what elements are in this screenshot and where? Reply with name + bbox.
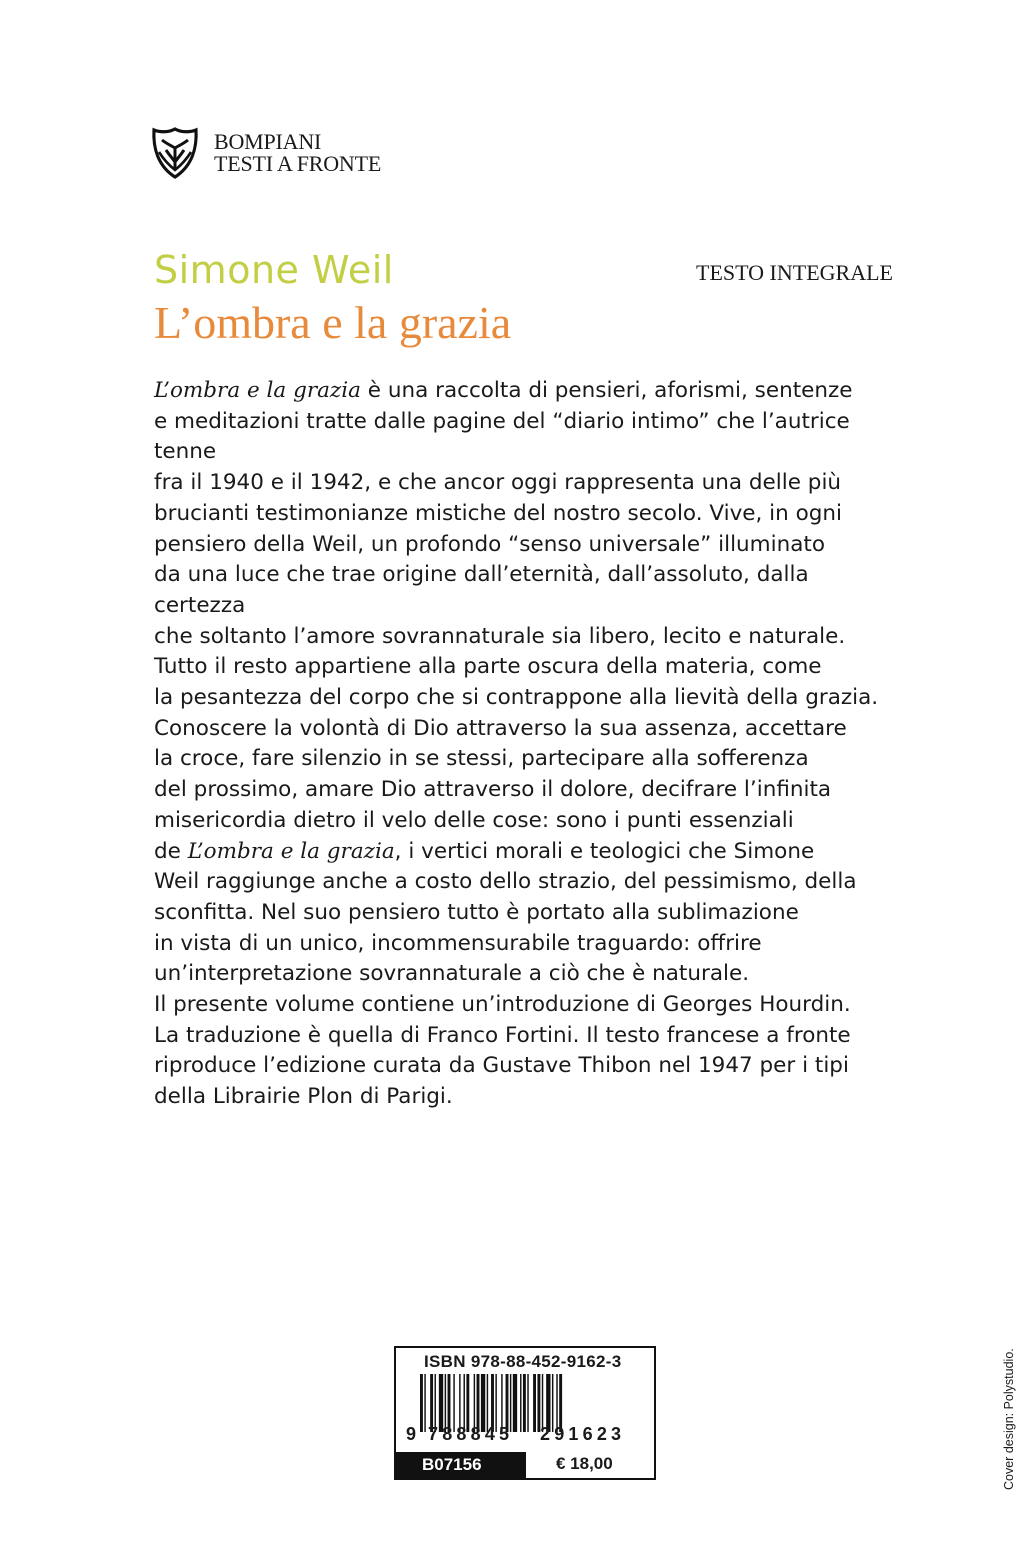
- blurb-segment: del prossimo, amare Dio attraverso il dolore, decifrare l’infinita: [154, 777, 832, 803]
- blurb-line: [154, 468, 900, 499]
- blurb-line: [154, 622, 900, 653]
- blurb-segment: de: [154, 838, 188, 864]
- blurb-line: [154, 744, 900, 775]
- blurb-line: [154, 1021, 900, 1052]
- blurb-segment: fra il 1940 e il 1942, e che ancor oggi rappresenta una delle più: [154, 470, 842, 496]
- blurb-segment: pensiero della Weil, un profondo “senso universale” illuminato: [154, 531, 825, 557]
- blurb-segment: L’ombra e la grazia: [187, 838, 395, 864]
- blurb-segment: Tutto il resto appartiene alla parte oscura della materia, come: [154, 654, 822, 680]
- blurb-segment: Il presente volume contiene un’introduzione di Georges Hourdin.: [154, 992, 851, 1018]
- blurb-segment: brucianti testimonianze mistiche del nostro secolo. Vive, in ogni: [154, 500, 843, 526]
- blurb-line: [154, 1051, 900, 1082]
- blurb-line: [154, 959, 900, 990]
- blurb-line: [154, 376, 900, 407]
- blurb-line: [154, 530, 900, 561]
- cover-design-credit: Cover design: Polystudio.: [1002, 1348, 1016, 1490]
- book-title: L’ombra e la grazia: [154, 297, 512, 348]
- publisher-name: [214, 131, 381, 175]
- publisher-logo: [150, 126, 381, 180]
- blurb-line: [154, 407, 900, 468]
- author-name: Simone Weil: [154, 248, 394, 292]
- blurb-segment: da una luce che trae origine dall’eternità, dall’assoluto, dalla certezza: [154, 562, 809, 618]
- blurb-segment: riproduce l’edizione curata da Gustave Thibon nel 1947 per i tipi: [154, 1053, 849, 1079]
- blurb-segment: e meditazioni tratte dalle pagine del “diario intimo” che l’autrice tenne: [154, 408, 850, 465]
- publisher-line-1: BOMPIANI: [214, 129, 322, 154]
- blurb-line: [154, 806, 900, 837]
- product-code: B07156: [396, 1452, 524, 1478]
- barcode-digit-first: 9: [406, 1424, 417, 1444]
- blurb-line: [154, 683, 900, 714]
- blurb-segment: che soltanto l’amore sovrannaturale sia libero, lecito e naturale.: [154, 623, 846, 649]
- blurb-segment: sconfitta. Nel suo pensiero tutto è portato alla sublimazione: [154, 899, 799, 925]
- blurb-segment: in vista di un unico, incommensurabile traguardo: offrire: [154, 930, 762, 956]
- blurb-segment: la croce, fare silenzio in se stessi, partecipare alla sofferenza: [154, 746, 809, 772]
- blurb-segment: L’ombra e la grazia: [154, 378, 361, 403]
- blurb-segment: Conoscere la volontà di Dio attraverso la sua assenza, accettare: [154, 715, 847, 741]
- barcode-digits-left: 788845: [428, 1424, 514, 1444]
- barcode-digits-right: 291623: [540, 1424, 626, 1444]
- blurb-text: [154, 376, 900, 1113]
- isbn-number: ISBN 978-88-452-9162-3: [424, 1352, 622, 1371]
- price: € 18,00: [524, 1452, 654, 1478]
- blurb-line: [154, 837, 900, 868]
- publisher-line-2: TESTI A FRONTE: [214, 151, 382, 176]
- barcode-digits: [406, 1424, 646, 1445]
- blurb-line: [154, 714, 900, 745]
- blurb-line: [154, 867, 900, 898]
- edition-note: TESTO INTEGRALE: [696, 260, 893, 285]
- blurb-segment: misericordia dietro il velo delle cose: sono i punti essenziali: [154, 807, 794, 833]
- bompiani-shield-icon: [150, 126, 200, 180]
- blurb-line: [154, 560, 900, 621]
- blurb-segment: Weil raggiunge anche a costo dello strazio, del pessimismo, della: [154, 869, 857, 895]
- barcode-label: [394, 1346, 656, 1480]
- blurb-segment: della Librairie Plon di Parigi.: [154, 1084, 453, 1110]
- blurb-segment: la pesantezza del corpo che si contrappone alla lievità della grazia.: [154, 685, 879, 711]
- barcode-footer: [396, 1452, 654, 1478]
- blurb-segment: un’interpretazione sovrannaturale a ciò che è naturale.: [154, 961, 750, 987]
- blurb-line: [154, 775, 900, 806]
- blurb-line: [154, 652, 900, 683]
- blurb-line: [154, 499, 900, 530]
- blurb-line: [154, 929, 900, 960]
- blurb-segment: La traduzione è quella di Franco Fortini. Il testo francese a fronte: [154, 1022, 851, 1048]
- blurb-line: [154, 990, 900, 1021]
- blurb-line: [154, 898, 900, 929]
- blurb-line: [154, 1082, 900, 1113]
- blurb-segment: , i vertici morali e teologici che Simone: [394, 838, 815, 864]
- blurb-segment: è una raccolta di pensieri, aforismi, sentenze: [360, 378, 853, 403]
